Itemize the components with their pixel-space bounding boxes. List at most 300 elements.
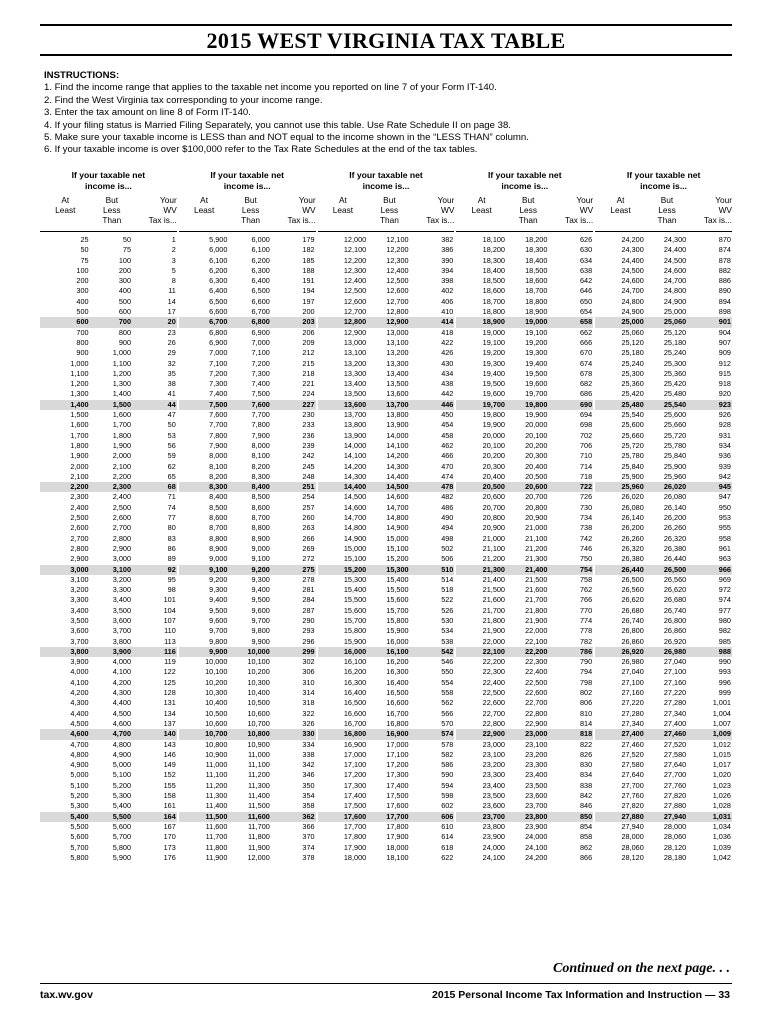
income-header-line: If your taxable net — [626, 170, 701, 180]
table-row — [456, 534, 593, 544]
table-row — [456, 595, 593, 605]
at-least-cell: 24,400 — [621, 255, 644, 265]
less-than-cell: 13,100 — [386, 337, 409, 347]
tax-cell: 140 — [163, 729, 176, 739]
less-than-cell: 10,000 — [247, 646, 270, 656]
at-least-cell: 16,900 — [343, 739, 367, 749]
less-than-cell: 26,440 — [663, 554, 687, 564]
less-than-cell: 19,200 — [525, 337, 548, 347]
tax-cell: 182 — [302, 245, 315, 255]
less-than-cell: 24,400 — [663, 245, 687, 255]
tax-cell: 173 — [163, 842, 176, 852]
table-row — [179, 482, 316, 492]
tax-cell: 854 — [579, 821, 593, 831]
less-than-cell: 24,600 — [663, 265, 687, 275]
less-than-cell: 15,800 — [386, 615, 409, 625]
table-row — [318, 359, 455, 369]
but-less-than-header — [368, 195, 410, 231]
table-row — [456, 657, 593, 667]
tax-cell: 38 — [167, 379, 176, 389]
tax-cell: 945 — [718, 482, 731, 492]
table-row — [318, 853, 455, 863]
less-than-cell: 15,200 — [386, 554, 409, 564]
tax-cell: 982 — [718, 626, 731, 636]
less-than-cell: 5,200 — [112, 780, 132, 790]
table-row — [595, 462, 732, 472]
less-than-cell: 12,700 — [386, 296, 409, 306]
table-row — [318, 678, 455, 688]
instruction-line: 3. Enter the tax amount on line 8 of Form IT-140. — [44, 107, 251, 119]
tax-cell: 287 — [302, 605, 315, 615]
table-row — [456, 286, 593, 296]
table-row — [179, 616, 316, 626]
less-than-cell: 24,500 — [663, 255, 687, 265]
at-least-cell: 1,900 — [70, 451, 89, 461]
tax-cell: 366 — [302, 821, 315, 831]
less-than-cell: 10,500 — [247, 698, 270, 708]
tax-cell: 710 — [579, 451, 593, 461]
at-least-cell: 3,500 — [70, 615, 89, 625]
less-than-cell: 50 — [122, 235, 132, 244]
at-least-cell: 12,100 — [343, 245, 367, 255]
tax-cell: 191 — [302, 276, 315, 286]
at-least-cell: 28,000 — [621, 832, 644, 842]
tax-cell: 8 — [171, 276, 176, 286]
at-least-cell: 6,500 — [209, 296, 228, 306]
less-than-cell: 6,400 — [251, 276, 270, 286]
at-least-cell: 27,100 — [621, 677, 644, 687]
at-least-cell: 19,300 — [482, 358, 505, 368]
at-least-cell: 26,440 — [621, 564, 644, 574]
at-least-cell: 3,300 — [70, 595, 89, 605]
table-row — [456, 503, 593, 513]
at-least-cell: 19,800 — [482, 410, 505, 420]
tax-cell: 958 — [718, 533, 731, 543]
less-than-cell: 17,500 — [386, 791, 409, 801]
table-row — [456, 379, 593, 389]
tax-cell: 410 — [441, 307, 454, 317]
less-than-cell: 2,000 — [112, 451, 132, 461]
at-least-cell: 3,900 — [70, 657, 89, 667]
less-than-cell: 1,000 — [112, 348, 132, 358]
table-row — [40, 626, 177, 636]
less-than-cell: 8,600 — [251, 502, 270, 512]
tax-cell: 974 — [718, 595, 731, 605]
table-row — [40, 791, 177, 801]
table-row — [456, 441, 593, 451]
at-least-cell: 6,300 — [209, 276, 228, 286]
at-least-cell: 12,900 — [343, 327, 367, 337]
less-than-cell: 11,600 — [247, 811, 270, 821]
table-row — [456, 585, 593, 595]
at-least-cell: 5,900 — [209, 235, 228, 244]
instruction-line: 5. Make sure your taxable income is LESS than and NOT equal to the income shown in the “LESS THAN” column. — [44, 132, 529, 144]
less-than-cell: 2,800 — [112, 533, 132, 543]
table-row — [456, 256, 593, 266]
table-row — [595, 338, 732, 348]
table-row — [318, 235, 455, 245]
tax-cell: 430 — [441, 358, 454, 368]
at-least-header — [456, 195, 507, 231]
tax-cell: 422 — [441, 337, 454, 347]
at-least-cell: 10,300 — [205, 688, 228, 698]
less-than-cell: 22,200 — [525, 646, 548, 656]
table-row — [179, 472, 316, 482]
table-row — [456, 245, 593, 255]
at-least-cell: 27,220 — [621, 698, 644, 708]
table-row — [40, 462, 177, 472]
tax-cell: 293 — [302, 626, 315, 636]
tax-cell: 498 — [441, 533, 454, 543]
tax-cell: 470 — [441, 461, 454, 471]
less-than-cell: 2,100 — [112, 461, 132, 471]
table-row — [595, 750, 732, 760]
at-least-cell: 27,400 — [621, 729, 644, 739]
tax-cell: 5 — [171, 265, 176, 275]
tax-cell: 179 — [302, 235, 315, 244]
less-than-cell: 23,100 — [525, 739, 548, 749]
table-row — [318, 760, 455, 770]
table-row — [595, 534, 732, 544]
table-row — [179, 647, 316, 657]
at-least-cell: 2,800 — [70, 543, 89, 553]
less-than-cell: 12,000 — [247, 852, 270, 862]
less-than-cell: 2,400 — [112, 492, 132, 502]
less-than-cell: 13,900 — [386, 420, 409, 430]
at-least-cell: 19,100 — [482, 337, 505, 347]
table-row — [179, 338, 316, 348]
tax-cell: 610 — [441, 821, 454, 831]
at-least-cell: 15,700 — [343, 615, 367, 625]
at-least-cell: 7,700 — [209, 420, 228, 430]
at-least-cell: 27,460 — [621, 739, 644, 749]
less-than-cell: 200 — [118, 265, 132, 275]
table-row — [318, 667, 455, 677]
table-row — [318, 266, 455, 276]
tax-cell: 281 — [302, 585, 315, 595]
at-least-cell: 25,840 — [621, 461, 644, 471]
tax-cell: 342 — [302, 760, 315, 770]
less-than-cell: 8,500 — [251, 492, 270, 502]
table-row — [179, 400, 316, 410]
at-least-cell: 22,200 — [482, 657, 505, 667]
at-least-cell: 17,600 — [343, 811, 367, 821]
tax-cell: 806 — [579, 698, 593, 708]
table-row — [179, 606, 316, 616]
at-least-cell: 23,400 — [482, 780, 505, 790]
less-than-cell: 26,920 — [663, 636, 687, 646]
table-row — [40, 698, 177, 708]
header-line: Less — [380, 205, 399, 215]
tax-cell: 714 — [579, 461, 593, 471]
at-least-cell: 6,600 — [209, 307, 228, 317]
table-row — [595, 503, 732, 513]
tax-cell: 550 — [441, 667, 454, 677]
less-than-cell: 25,300 — [663, 358, 687, 368]
less-than-cell: 26,380 — [663, 543, 687, 553]
tax-cell: 290 — [302, 615, 315, 625]
tax-cell: 514 — [441, 574, 454, 584]
table-row — [456, 523, 593, 533]
less-than-cell: 27,640 — [663, 760, 687, 770]
less-than-cell: 19,400 — [525, 358, 548, 368]
at-least-cell: 25,180 — [621, 348, 644, 358]
tax-cell: 730 — [579, 502, 593, 512]
tax-cell: 1,034 — [712, 821, 731, 831]
tax-cell: 594 — [441, 780, 454, 790]
at-least-cell: 27,040 — [621, 667, 644, 677]
less-than-cell: 19,900 — [525, 410, 548, 420]
less-than-cell: 6,300 — [251, 265, 270, 275]
at-least-cell: 11,500 — [205, 811, 228, 821]
tax-cell: 296 — [302, 636, 315, 646]
less-than-cell: 26,860 — [663, 626, 687, 636]
tax-cell: 394 — [441, 265, 454, 275]
tax-cell: 104 — [163, 605, 176, 615]
less-than-cell: 25,000 — [663, 307, 687, 317]
tax-cell: 278 — [302, 574, 315, 584]
at-least-cell: 14,300 — [343, 471, 367, 481]
at-least-cell: 2,500 — [70, 513, 89, 523]
less-than-cell: 9,900 — [251, 636, 270, 646]
table-row — [179, 667, 316, 677]
at-least-cell: 12,600 — [343, 296, 367, 306]
less-than-cell: 6,800 — [251, 317, 270, 327]
less-than-cell: 25,900 — [663, 461, 687, 471]
at-least-cell: 2,100 — [70, 471, 89, 481]
at-least-cell: 8,800 — [209, 533, 228, 543]
at-least-cell: 25,720 — [621, 440, 644, 450]
table-row — [456, 832, 593, 842]
at-least-cell: 16,700 — [343, 718, 367, 728]
tax-cell: 14 — [167, 296, 176, 306]
tax-cell: 122 — [163, 667, 176, 677]
footer-website: tax.wv.gov — [40, 989, 93, 1001]
at-least-cell: 19,700 — [482, 399, 505, 409]
at-least-cell: 25,900 — [621, 471, 644, 481]
less-than-cell: 17,600 — [386, 801, 409, 811]
less-than-cell: 5,100 — [112, 770, 132, 780]
header-line: Than — [379, 215, 399, 225]
less-than-cell: 13,600 — [386, 389, 409, 399]
less-than-cell: 12,900 — [386, 317, 409, 327]
less-than-cell: 7,800 — [251, 420, 270, 430]
tax-cell: 466 — [441, 451, 454, 461]
tax-cell: 918 — [718, 379, 731, 389]
income-header-line: income is... — [501, 180, 549, 191]
at-least-cell: 11,100 — [205, 770, 228, 780]
table-row — [179, 410, 316, 420]
tax-cell: 185 — [302, 255, 315, 265]
at-least-cell: 21,900 — [482, 626, 505, 636]
table-row — [318, 709, 455, 719]
tax-cell: 370 — [302, 832, 315, 842]
less-than-cell: 5,000 — [112, 760, 132, 770]
tax-cell: 961 — [718, 543, 731, 553]
table-row — [40, 709, 177, 719]
less-than-cell: 4,400 — [112, 698, 132, 708]
tax-cell: 350 — [302, 780, 315, 790]
at-least-cell: 20,500 — [482, 482, 505, 492]
less-than-cell: 9,600 — [251, 605, 270, 615]
instruction-line: 6. If your taxable income is over $100,000 refer to the Tax Rate Schedules at the end of the tax tables. — [44, 144, 478, 156]
table-row — [595, 595, 732, 605]
less-than-cell: 23,500 — [525, 780, 548, 790]
tax-cell: 245 — [302, 461, 315, 471]
tax-cell: 630 — [579, 245, 593, 255]
at-least-cell: 12,000 — [343, 235, 367, 244]
less-than-cell: 24,800 — [663, 286, 687, 296]
at-least-cell: 26,980 — [621, 657, 644, 667]
at-least-cell: 16,600 — [343, 708, 367, 718]
table-row — [456, 451, 593, 461]
at-least-cell: 9,300 — [209, 585, 228, 595]
at-least-cell: 4,800 — [70, 749, 89, 759]
less-than-cell: 500 — [118, 296, 132, 306]
at-least-cell: 23,600 — [482, 801, 505, 811]
income-header-line: income is... — [362, 180, 410, 191]
less-than-cell: 10,900 — [247, 739, 270, 749]
less-than-cell: 26,320 — [663, 533, 687, 543]
tax-cell: 263 — [302, 523, 315, 533]
tax-cell: 107 — [163, 615, 176, 625]
at-least-cell: 27,160 — [621, 688, 644, 698]
table-row — [40, 657, 177, 667]
table-row — [179, 853, 316, 863]
table-row — [40, 781, 177, 791]
less-than-cell: 26,980 — [663, 646, 687, 656]
at-least-cell: 3,800 — [70, 646, 89, 656]
tax-cell: 963 — [718, 554, 731, 564]
less-than-cell: 27,100 — [663, 667, 687, 677]
table-row — [179, 348, 316, 358]
table-row — [595, 637, 732, 647]
less-than-cell: 15,900 — [386, 626, 409, 636]
less-than-cell: 24,200 — [525, 852, 548, 862]
at-least-cell: 3,400 — [70, 605, 89, 615]
less-than-cell: 23,700 — [525, 801, 548, 811]
table-row — [179, 565, 316, 575]
less-than-cell: 15,500 — [386, 585, 409, 595]
tax-cell: 901 — [718, 317, 731, 327]
tax-cell: 942 — [718, 471, 731, 481]
less-than-cell: 22,600 — [525, 688, 548, 698]
tax-cell: 458 — [441, 430, 454, 440]
less-than-cell: 28,180 — [663, 852, 687, 862]
tax-cell: 2 — [171, 245, 176, 255]
at-least-cell: 27,520 — [621, 749, 644, 759]
at-least-cell: 16,800 — [343, 729, 367, 739]
tax-cell: 939 — [718, 461, 731, 471]
table-row — [40, 503, 177, 513]
tax-cell: 322 — [302, 708, 315, 718]
table-row — [318, 770, 455, 780]
tax-cell: 510 — [441, 564, 454, 574]
tax-cell: 554 — [441, 677, 454, 687]
less-than-cell: 9,500 — [251, 595, 270, 605]
table-row — [318, 781, 455, 791]
less-than-cell: 6,100 — [251, 245, 270, 255]
at-least-cell: 24,200 — [621, 235, 644, 244]
less-than-cell: 17,200 — [386, 760, 409, 770]
less-than-cell: 14,800 — [386, 513, 409, 523]
table-row — [595, 719, 732, 729]
tax-cell: 47 — [167, 410, 176, 420]
header-line: Tax is... — [565, 215, 594, 225]
at-least-cell: 23,800 — [482, 821, 505, 831]
tax-cell: 662 — [579, 327, 593, 337]
tax-cell: 167 — [163, 821, 176, 831]
at-least-cell: 15,200 — [343, 564, 367, 574]
at-least-cell: 13,300 — [343, 368, 367, 378]
tax-cell: 738 — [579, 523, 593, 533]
table-row — [318, 575, 455, 585]
top-rule — [40, 24, 732, 26]
table-row — [40, 667, 177, 677]
tax-cell: 188 — [302, 265, 315, 275]
at-least-cell: 20,400 — [482, 471, 505, 481]
tax-cell: 826 — [579, 749, 593, 759]
tax-cell: 486 — [441, 502, 454, 512]
your-wv-tax-header — [133, 195, 177, 231]
less-than-cell: 700 — [118, 317, 132, 327]
less-than-cell: 20,300 — [525, 451, 548, 461]
tax-cell: 798 — [579, 677, 593, 687]
table-row — [456, 338, 593, 348]
column-subheader — [318, 195, 455, 232]
at-least-cell: 9,200 — [209, 574, 228, 584]
at-least-cell: 22,100 — [482, 646, 505, 656]
less-than-cell: 18,000 — [386, 842, 409, 852]
tax-cell: 95 — [167, 574, 176, 584]
at-least-cell: 17,100 — [343, 760, 367, 770]
tax-cell: 909 — [718, 348, 731, 358]
less-than-cell: 5,300 — [112, 791, 132, 801]
table-row — [595, 678, 732, 688]
tax-cell: 113 — [164, 636, 176, 646]
at-least-cell: 1,100 — [70, 368, 89, 378]
header-line: Less — [658, 205, 676, 215]
table-row — [40, 338, 177, 348]
tax-cell: 874 — [718, 245, 731, 255]
less-than-cell: 13,300 — [386, 358, 409, 368]
table-row — [595, 781, 732, 791]
less-than-cell: 7,900 — [251, 430, 270, 440]
tax-cell: 230 — [302, 410, 315, 420]
less-than-cell: 11,500 — [248, 801, 270, 811]
at-least-cell: 21,200 — [482, 554, 505, 564]
table-row — [456, 420, 593, 430]
at-least-cell: 16,100 — [343, 657, 367, 667]
at-least-cell: 26,320 — [621, 543, 644, 553]
tax-cell: 862 — [579, 842, 593, 852]
at-least-cell: 6,900 — [209, 337, 228, 347]
header-line: Less — [519, 205, 537, 215]
less-than-cell: 26,800 — [663, 615, 687, 625]
less-than-cell: 21,300 — [525, 554, 548, 564]
less-than-cell: 14,500 — [386, 482, 409, 492]
table-row — [179, 451, 316, 461]
less-than-cell: 14,300 — [386, 461, 409, 471]
table-row — [40, 616, 177, 626]
at-least-cell: 13,600 — [343, 399, 367, 409]
less-than-cell: 1,900 — [112, 440, 132, 450]
tax-cell: 221 — [302, 379, 315, 389]
less-than-cell: 27,340 — [663, 708, 687, 718]
at-least-cell: 7,300 — [209, 379, 228, 389]
table-row — [40, 812, 177, 822]
at-least-cell: 700 — [76, 327, 89, 337]
